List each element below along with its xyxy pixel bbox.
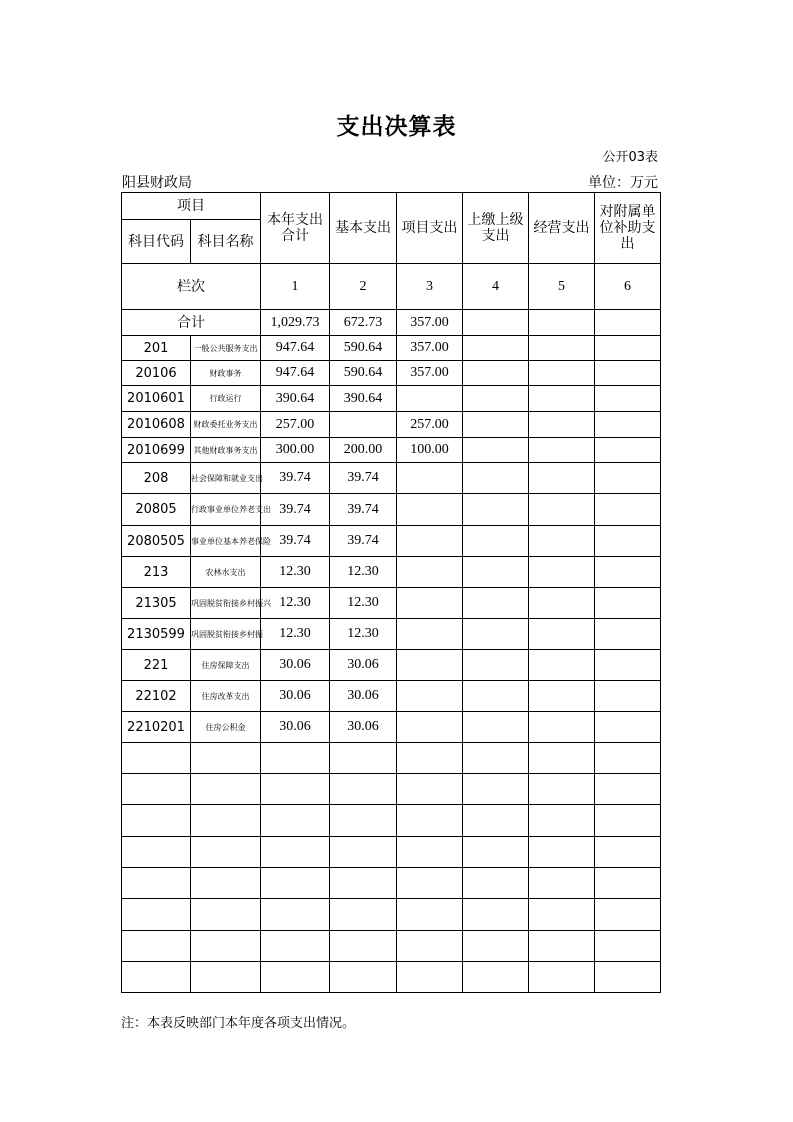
amount-cell <box>529 650 595 681</box>
amount-cell <box>529 336 595 361</box>
subject-name-cell: 住房公积金 <box>191 712 261 743</box>
col-index-label: 栏次 <box>122 264 261 310</box>
amount-cell <box>529 361 595 386</box>
empty-row <box>122 962 661 993</box>
subject-code-cell: 22102 <box>122 681 191 712</box>
total-cell <box>595 310 661 336</box>
table-row <box>122 588 661 619</box>
expenditure-table <box>121 192 661 993</box>
amount-cell: 257.00 <box>397 412 463 438</box>
total-cell: 672.73 <box>330 310 397 336</box>
table-row <box>122 412 661 438</box>
empty-cell <box>529 837 595 868</box>
subject-name-cell: 住房改革支出 <box>191 681 261 712</box>
empty-cell <box>595 868 661 899</box>
empty-row <box>122 899 661 931</box>
amount-cell: 30.06 <box>261 650 330 681</box>
amount-cell <box>595 412 661 438</box>
total-cell <box>529 310 595 336</box>
table-row <box>122 650 661 681</box>
amount-cell <box>595 650 661 681</box>
empty-cell <box>122 805 191 837</box>
col-index-cell: 4 <box>463 264 529 310</box>
amount-cell <box>397 386 463 412</box>
table-row <box>122 526 661 557</box>
amount-cell: 300.00 <box>261 438 330 463</box>
amount-cell <box>595 494 661 526</box>
empty-cell <box>191 837 261 868</box>
amount-cell <box>397 650 463 681</box>
header-project: 项目支出 <box>397 193 463 264</box>
subject-name-cell: 一般公共服务支出 <box>191 336 261 361</box>
total-cell <box>463 310 529 336</box>
empty-cell <box>330 931 397 962</box>
amount-cell <box>463 619 529 650</box>
amount-cell: 39.74 <box>330 494 397 526</box>
amount-cell <box>463 438 529 463</box>
empty-cell <box>261 899 330 931</box>
table-row <box>122 557 661 588</box>
table-row <box>122 386 661 412</box>
subject-name-cell: 行政事业单位养老支出 <box>191 494 261 526</box>
empty-cell <box>330 868 397 899</box>
amount-cell <box>595 681 661 712</box>
amount-cell <box>529 557 595 588</box>
footnote: 注：本表反映部门本年度各项支出情况。 <box>121 1015 356 1030</box>
empty-cell <box>463 805 529 837</box>
amount-cell <box>397 588 463 619</box>
empty-cell <box>595 743 661 774</box>
empty-cell <box>529 962 595 993</box>
table-row <box>122 438 661 463</box>
amount-cell <box>463 361 529 386</box>
subject-code-cell: 221 <box>122 650 191 681</box>
empty-row <box>122 774 661 805</box>
amount-cell <box>595 438 661 463</box>
amount-cell <box>463 681 529 712</box>
amount-cell: 947.64 <box>261 361 330 386</box>
amount-cell <box>595 526 661 557</box>
amount-cell <box>529 494 595 526</box>
amount-cell <box>463 463 529 494</box>
amount-cell <box>529 712 595 743</box>
empty-cell <box>330 774 397 805</box>
amount-cell <box>463 526 529 557</box>
subject-name-cell: 事业单位基本养老保险 <box>191 526 261 557</box>
amount-cell: 30.06 <box>261 712 330 743</box>
table-row <box>122 712 661 743</box>
amount-cell <box>595 557 661 588</box>
amount-cell <box>595 361 661 386</box>
empty-cell <box>529 899 595 931</box>
empty-cell <box>463 774 529 805</box>
amount-cell <box>529 681 595 712</box>
empty-row <box>122 837 661 868</box>
table-row <box>122 619 661 650</box>
amount-cell <box>529 619 595 650</box>
empty-cell <box>122 743 191 774</box>
header-name: 科目名称 <box>191 220 261 264</box>
empty-cell <box>191 868 261 899</box>
empty-cell <box>463 868 529 899</box>
amount-cell: 39.74 <box>261 526 330 557</box>
organization-name: 阳县财政局 <box>122 175 192 191</box>
amount-cell <box>463 386 529 412</box>
empty-cell <box>595 931 661 962</box>
header-subsidy: 对附属单位补助支出 <box>595 193 661 264</box>
empty-cell <box>529 743 595 774</box>
empty-cell <box>330 837 397 868</box>
empty-cell <box>595 774 661 805</box>
empty-cell <box>261 774 330 805</box>
empty-cell <box>261 837 330 868</box>
amount-cell <box>397 619 463 650</box>
col-index-cell: 1 <box>261 264 330 310</box>
table-row <box>122 361 661 386</box>
header-business: 经营支出 <box>529 193 595 264</box>
subject-name-cell: 住房保障支出 <box>191 650 261 681</box>
subject-name-cell: 农林水支出 <box>191 557 261 588</box>
empty-cell <box>122 931 191 962</box>
total-row-label: 合计 <box>122 310 261 336</box>
amount-cell <box>595 386 661 412</box>
amount-cell: 30.06 <box>330 681 397 712</box>
header-basic: 基本支出 <box>330 193 397 264</box>
empty-cell <box>261 868 330 899</box>
amount-cell: 100.00 <box>397 438 463 463</box>
empty-cell <box>261 962 330 993</box>
amount-cell <box>529 588 595 619</box>
empty-cell <box>397 837 463 868</box>
amount-cell <box>330 412 397 438</box>
amount-cell <box>397 463 463 494</box>
subject-code-cell: 213 <box>122 557 191 588</box>
amount-cell <box>397 681 463 712</box>
amount-cell: 39.74 <box>330 526 397 557</box>
empty-cell <box>122 868 191 899</box>
subject-name-cell: 巩固脱贫衔接乡村振兴 <box>191 588 261 619</box>
amount-cell <box>595 712 661 743</box>
amount-cell: 39.74 <box>261 463 330 494</box>
total-cell: 1,029.73 <box>261 310 330 336</box>
empty-cell <box>529 774 595 805</box>
empty-cell <box>330 805 397 837</box>
subject-name-cell: 社会保障和就业支出 <box>191 463 261 494</box>
amount-cell <box>595 588 661 619</box>
empty-cell <box>529 931 595 962</box>
empty-cell <box>261 931 330 962</box>
empty-row <box>122 868 661 899</box>
empty-cell <box>122 899 191 931</box>
amount-cell: 947.64 <box>261 336 330 361</box>
empty-cell <box>191 931 261 962</box>
header-code: 科目代码 <box>122 220 191 264</box>
amount-cell: 257.00 <box>261 412 330 438</box>
empty-cell <box>529 805 595 837</box>
empty-cell <box>397 962 463 993</box>
subject-code-cell: 2080505 <box>122 526 191 557</box>
amount-cell: 12.30 <box>261 588 330 619</box>
col-index-cell: 3 <box>397 264 463 310</box>
amount-cell <box>397 494 463 526</box>
empty-cell <box>191 774 261 805</box>
table-row <box>122 681 661 712</box>
amount-cell <box>529 463 595 494</box>
amount-cell: 590.64 <box>330 361 397 386</box>
header-total: 本年支出合计 <box>261 193 330 264</box>
subject-code-cell: 201 <box>122 336 191 361</box>
empty-row <box>122 805 661 837</box>
empty-cell <box>397 931 463 962</box>
subject-code-cell: 21305 <box>122 588 191 619</box>
amount-cell <box>397 712 463 743</box>
amount-cell <box>463 412 529 438</box>
amount-cell <box>463 712 529 743</box>
subject-code-cell: 2010601 <box>122 386 191 412</box>
amount-cell <box>463 494 529 526</box>
empty-cell <box>595 805 661 837</box>
amount-cell: 390.64 <box>330 386 397 412</box>
subject-name-cell: 财政事务 <box>191 361 261 386</box>
total-cell: 357.00 <box>397 310 463 336</box>
amount-cell: 390.64 <box>261 386 330 412</box>
amount-cell <box>529 438 595 463</box>
amount-cell: 12.30 <box>261 557 330 588</box>
empty-cell <box>330 899 397 931</box>
subject-name-cell: 其他财政事务支出 <box>191 438 261 463</box>
amount-cell <box>397 557 463 588</box>
empty-cell <box>397 774 463 805</box>
empty-cell <box>191 743 261 774</box>
header-item: 项目 <box>122 193 261 220</box>
subject-code-cell: 2210201 <box>122 712 191 743</box>
unit-label: 单位：万元 <box>588 175 658 191</box>
empty-cell <box>122 774 191 805</box>
amount-cell <box>463 650 529 681</box>
empty-cell <box>397 805 463 837</box>
amount-cell: 12.30 <box>261 619 330 650</box>
header-remit: 上缴上级支出 <box>463 193 529 264</box>
amount-cell <box>463 588 529 619</box>
amount-cell: 200.00 <box>330 438 397 463</box>
amount-cell: 39.74 <box>330 463 397 494</box>
amount-cell <box>529 386 595 412</box>
empty-cell <box>330 743 397 774</box>
empty-cell <box>463 962 529 993</box>
amount-cell: 357.00 <box>397 361 463 386</box>
amount-cell <box>529 526 595 557</box>
subject-code-cell: 20106 <box>122 361 191 386</box>
amount-cell <box>595 619 661 650</box>
col-index-cell: 6 <box>595 264 661 310</box>
empty-cell <box>463 837 529 868</box>
amount-cell: 12.30 <box>330 588 397 619</box>
amount-cell: 30.06 <box>330 650 397 681</box>
table-row <box>122 336 661 361</box>
col-index-cell: 5 <box>529 264 595 310</box>
subject-name-cell: 财政委托业务支出 <box>191 412 261 438</box>
empty-cell <box>261 805 330 837</box>
amount-cell: 12.30 <box>330 557 397 588</box>
amount-cell <box>595 463 661 494</box>
amount-cell: 30.06 <box>261 681 330 712</box>
empty-cell <box>191 805 261 837</box>
subject-name-cell: 行政运行 <box>191 386 261 412</box>
subject-code-cell: 20805 <box>122 494 191 526</box>
empty-row <box>122 931 661 962</box>
empty-cell <box>330 962 397 993</box>
empty-cell <box>122 962 191 993</box>
amount-cell <box>529 412 595 438</box>
subject-name-cell: 巩固脱贫衔接乡村振 <box>191 619 261 650</box>
amount-cell <box>463 336 529 361</box>
empty-cell <box>122 837 191 868</box>
form-number: 公开03表 <box>602 150 658 165</box>
empty-row <box>122 743 661 774</box>
empty-cell <box>191 899 261 931</box>
amount-cell: 590.64 <box>330 336 397 361</box>
empty-cell <box>529 868 595 899</box>
empty-cell <box>463 899 529 931</box>
empty-cell <box>463 743 529 774</box>
amount-cell: 30.06 <box>330 712 397 743</box>
empty-cell <box>261 743 330 774</box>
table-row <box>122 494 661 526</box>
table-row <box>122 463 661 494</box>
amount-cell <box>397 526 463 557</box>
amount-cell: 39.74 <box>261 494 330 526</box>
empty-cell <box>595 837 661 868</box>
amount-cell: 12.30 <box>330 619 397 650</box>
empty-cell <box>463 931 529 962</box>
empty-cell <box>397 899 463 931</box>
empty-cell <box>191 962 261 993</box>
col-index-cell: 2 <box>330 264 397 310</box>
empty-cell <box>595 899 661 931</box>
amount-cell: 357.00 <box>397 336 463 361</box>
subject-code-cell: 2010608 <box>122 412 191 438</box>
amount-cell <box>595 336 661 361</box>
amount-cell <box>463 557 529 588</box>
subject-code-cell: 2130599 <box>122 619 191 650</box>
page-title: 支出决算表 <box>336 114 457 140</box>
empty-cell <box>397 868 463 899</box>
subject-code-cell: 2010699 <box>122 438 191 463</box>
subject-code-cell: 208 <box>122 463 191 494</box>
empty-cell <box>397 743 463 774</box>
empty-cell <box>595 962 661 993</box>
